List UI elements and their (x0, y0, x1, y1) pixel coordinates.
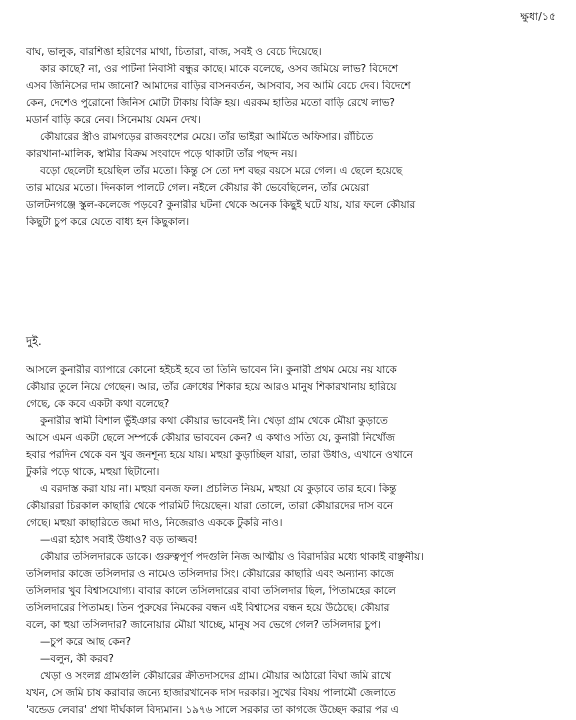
paragraph-two-line: 'বন্ডেড লেবার' প্রথা দীর্ঘকাল বিদ্যমান। ১৯৭৬ সালে সরকার তা কাগজে উচ্ছেদ করার পর এ (26, 704, 399, 716)
paragraph-two-line: টুকরি পড়ে থাকে, মহুয়া ছিটানো। (26, 466, 160, 478)
paragraph-two-line: —এরা হঠাৎ সবাই উধাও? বড় তাজ্জব! (40, 534, 198, 546)
paragraph-two-line: তসিলদার কাজে তসিলদার ও নামেও তসিলদার সিং। কৌয়ারের কাছারি এবং অন্যান্য কাজে (26, 568, 394, 580)
paragraph-two-line: গেছে, কে কবে একটা কথা বলেছে? (26, 398, 170, 410)
paragraph-two-line: এ বরদাস্ত করা যায় না। মহুয়া বনজ ফল। প্রচলিত নিয়ম, মহুয়া যে কুড়াবে তার হবে। কিন্তু (40, 483, 397, 495)
paragraph-one-line: কার কাছে? না, ওর পাটনা নিবাসী বন্ধুর কাছে। মাকে বলেছে, ওসব জমিয়ে লাভ? বিদেশে (40, 63, 398, 75)
paragraph-one-line: মডার্ন বাড়ি করে নেব। সিনেমায় যেমন দেখ। (26, 114, 201, 126)
paragraph-two-line: কৌয়ার তুলে নিয়ে গেছেন। আর, তাঁর ক্রোধের শিকার হয়ে আরও মানুষ শিকারখানায় হারিয়ে (26, 381, 397, 393)
paragraph-one-line: কিছুটা চুপ করে যেতে বাধ্য হন কিছুকাল। (26, 216, 190, 228)
paragraph-one-line: ডালটনগঞ্জে স্কুল-কলেজে পড়বে? কুনারীর ঘটনা থেকে অনেক কিছুই ঘটে যায়, যার ফলে কৌয়ার (26, 199, 416, 211)
paragraph-two-line: তসিলদারের পিতামহ। তিন পুরুষের নিমকের বন্ধন এই বিশ্বাসের বন্ধন হয়ে উঠেছে। কৌয়ার (26, 602, 390, 614)
paragraph-one-line: এসব জিনিসের দাম জানো? আমাদের বাড়ির বাসনবর্তন, আসবাব, সব আমি বেচে দেব। বিদেশে (26, 80, 411, 92)
paragraph-two-line: আসে এমন একটা ছেলে সম্পর্কে কৌয়ার ভাববেন কেন? এ কথাও সত্যি যে, কুনারী নিখোঁজ (26, 432, 395, 444)
section-heading: দুই. (26, 334, 42, 348)
paragraph-one-line: বাঘ, ভালুক, বারশিঙা হরিণের মাথা, চিতারা, বাজ, সবই ও বেচে দিয়েছে। (26, 46, 322, 58)
paragraph-two-line: বলে, কা হুয়া তসিলদার? জানোয়ার মৌয়া খাচ্ছে, মানুষ সব ভেগে গেল? তসিলদার চুপ। (26, 619, 381, 631)
paragraph-two-line: কুনারীর স্বামী বিশাল ভুঁইঞার কথা কৌয়ার ভাবেনই নি। খেড়া গ্রাম থেকে মৌয়া কুড়াতে (40, 415, 388, 427)
paragraph-one-line: কারখানা-মালিক, স্বামীর বিক্রম সংবাদে পড়ে থাকাটা তাঁর পছন্দ নয়। (26, 148, 298, 160)
paragraph-two-line: গেছে। মহুয়া কাছারিতে জমা দাও, নিজেরাও এককে টুকরি নাও। (26, 517, 283, 529)
paragraph-two-line: আসলে কুনারীর ব্যাপারে কোনো হইচই হবে তা তিনি ভাবেন নি। কুনারী প্রথম মেয়ে নয় যাকে (26, 364, 397, 376)
paragraph-two-line: খেড়া ও সংলগ্ন গ্রামগুলি কৌয়ারের ক্রীতদাসদের গ্রাম। মৌয়ার আঠারো বিঘা জমি রাখে (40, 670, 392, 682)
paragraph-two-line: তসিলদার খুব বিশ্বাসযোগ্য। বাবার কালে তসিলদারের বাবা তসিলদার ছিল, পিতামহের কালে (26, 585, 396, 597)
paragraph-one-line: বড়ো ছেলেটা হয়েছিল তাঁর মতো। কিন্তু সে তো দশ বছর বয়সে মরে গেল। এ ছেলে হয়েছে (40, 165, 403, 177)
paragraph-two-line: হবার পরদিন থেকে বন খুব জনশূন্য হয়ে যায়। মহুয়া কুড়াচ্ছিল যারা, তারা উধাও, এখানে ওখানে (26, 449, 413, 461)
page-number-header: ক্ষুধা/১৫ (520, 11, 556, 23)
paragraph-two-line: কৌয়াররা চিরকাল কাছারি থেকে পারমিট দিয়েছেন। যারা তোলে, তারা কৌয়ারদের দাস বনে (26, 500, 393, 512)
paragraph-two-line: —বলুন, কী করব? (40, 653, 114, 665)
paragraph-two-line: কৌয়ার তসিলদারকে ডাকে। গুরুত্বপূর্ণ পদগুলি নিজ আত্মীয় ও বিরাদরির মধ্যে থাকাই বাঞ্ছনীয়। (40, 551, 424, 563)
paragraph-one-line: কেন, দেশেও পুরোনো জিনিস মোটা টাকায় বিক্রি হয়। এরকম হাতির মতো বাড়ি রেখে লাভ? (26, 97, 395, 109)
paragraph-two-line: যখন, সে জমি চাষ করাবার জন্যে হাজারখানেক দাস দরকার। সুখের বিষয় পালামৌ জেলাতে (26, 687, 396, 699)
paragraph-one-line: কৌয়ারের স্ত্রীও রামগড়ের রাজবংশের মেয়ে। তাঁর ভাইরা আর্মিতে অফিসার। রাঁচিতে (40, 131, 373, 143)
paragraph-two-line: —চুপ করে আছ কেন? (40, 636, 131, 648)
paragraph-one-line: তার মায়ের মতো। দিনকাল পালটে গেল। নইলে কৌয়ার কী ভেবেছিলেন, তাঁর মেয়েরা (26, 182, 370, 194)
